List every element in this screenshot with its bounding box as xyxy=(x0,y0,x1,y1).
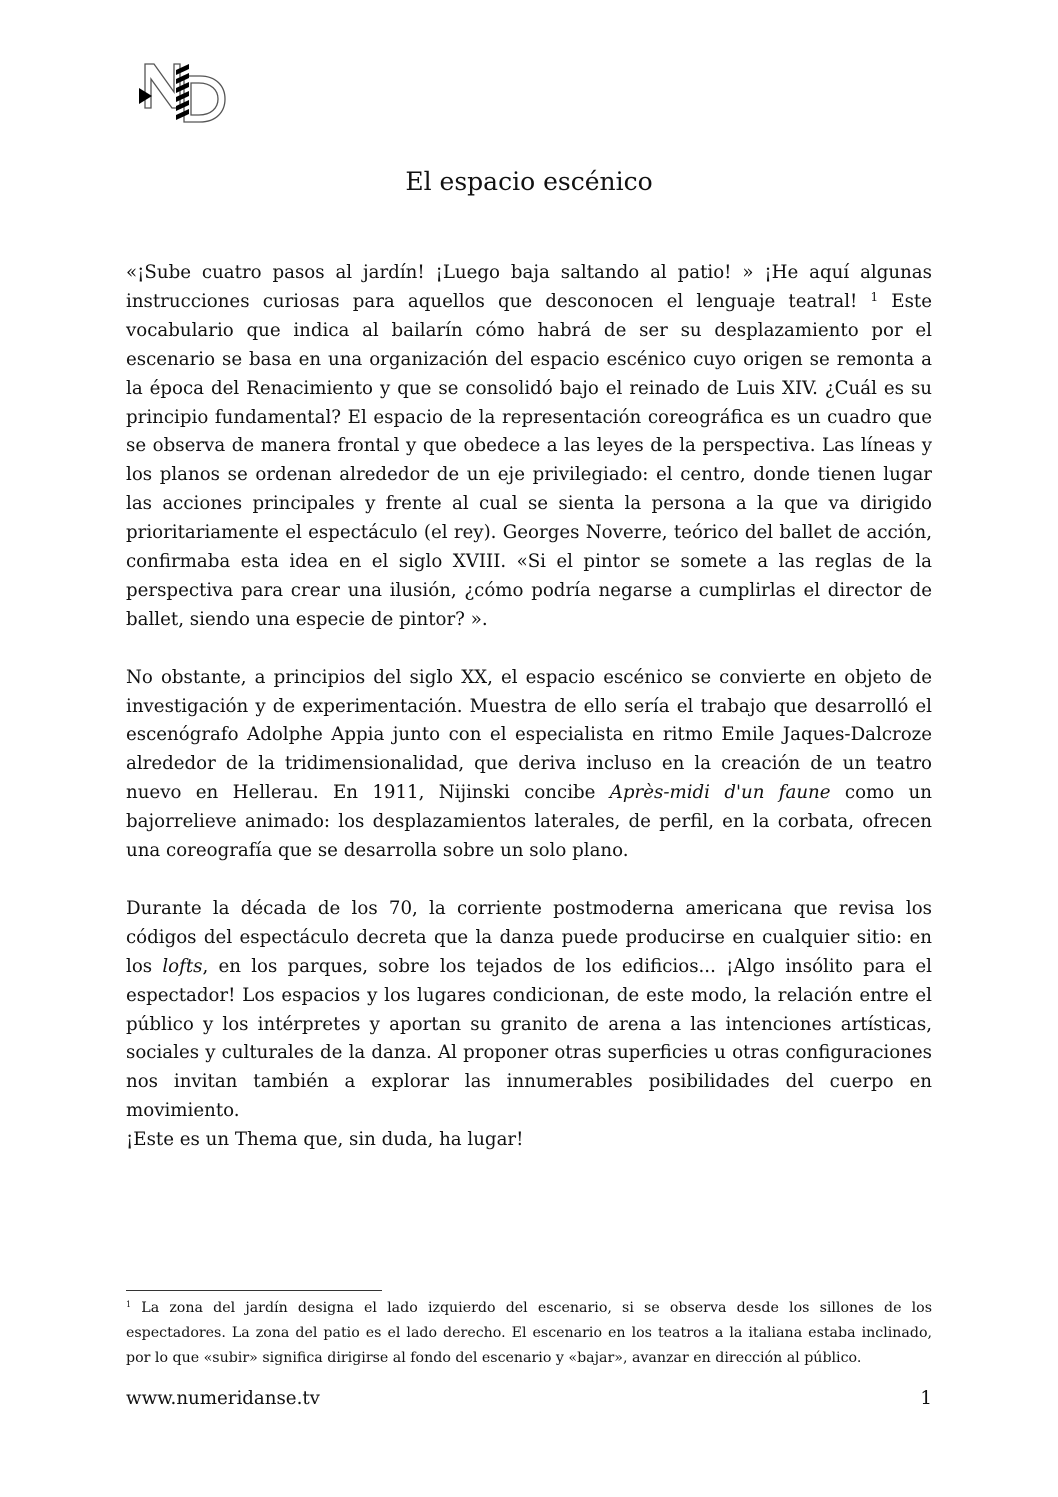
paragraph-3-text-a: Durante la década de los 70, la corriente postmoderna americana que revisa los códigos del espectáculo decreta que la danza puede producirse en cualquier sitio: en los xyxy=(126,897,932,977)
paragraph-2-text-a: No obstante, a principios del siglo XX, el espacio escénico se convierte en objeto de investigación y de experimentación. Muestra de ello sería el trabajo que desarrolló el escenógrafo Adolphe Appia junto con el especialista en ritmo Emile Jaques-Dalcroze alrededor de la tridimensionalidad, que deriva incluso en la creación de un teatro nuevo en Hellerau. En 1911, Nijinski concibe xyxy=(126,666,932,804)
footnote xyxy=(126,1296,932,1371)
footnote-marker: 1 xyxy=(126,1300,132,1309)
numeridanse-logo-icon xyxy=(136,62,228,124)
paragraph-1-text-b: Este vocabulario que indica al bailarín cómo habrá de ser su desplazamiento por el escenario se basa en una organización del espacio escénico cuyo origen se remonta a la época del Renacimiento y que se consolidó bajo el reinado de Luis XIV. ¿Cuál es su principio fundamental? El espacio de la representación coreográfica es un cuadro que se observa de manera frontal y que obedece a las leyes de la perspectiva. Las líneas y los planos se ordenan alrededor de un eje privilegiado: el centro, donde tienen lugar las acciones principales y frente al cual se sienta la persona a la que va dirigido prioritariamente el espectáculo (el rey). Georges Noverre, teórico del ballet de acción, confirmaba esta idea en el siglo XVIII. «Si el pintor se somete a las reglas de la perspectiva para crear una ilusión, ¿cómo podría negarse a cumplirlas el director de ballet, siendo una especie de pintor? ». xyxy=(126,290,932,630)
page-title: El espacio escénico xyxy=(405,167,653,196)
work-title: Après-midi d'un faune xyxy=(609,782,831,804)
article-body xyxy=(126,259,932,1155)
paragraph-2-text-b: como un bajorrelieve animado: los desplazamientos laterales, de perfil, en la corbata, ofrecen una coreografía que se desarrolla sobre un solo plano. xyxy=(126,782,932,862)
paragraph-3-text-b: , en los parques, sobre los tejados de los edificios... ¡Algo insólito para el espectador! Los espacios y los lugares condicionan, de este modo, la relación entre el público y los intérpretes y aportan su granito de arena a las intenciones artísticas, sociales y culturales de la danza. Al proponer otras superficies u otras configuraciones nos invitan también a explorar las innumerables posibilidades del cuerpo en movimiento. xyxy=(126,955,932,1122)
footnote-reference[interactable]: 1 xyxy=(870,289,879,304)
italic-term: lofts xyxy=(162,955,203,977)
footnote-text: La zona del jardín designa el lado izquierdo del escenario, si se observa desde los sillones de los espectadores. La zona del patio es el lado derecho. El escenario en los teatros a la italiana estaba inclinado, por lo que «subir» significa dirigirse al fondo del escenario y «bajar», avanzar en dirección al público. xyxy=(126,1300,933,1366)
closing-line: ¡Este es un Thema que, sin duda, ha lugar! xyxy=(126,1129,524,1151)
page-number: 1 xyxy=(920,1388,932,1409)
paragraph-1-text-a: «¡Sube cuatro pasos al jardín! ¡Luego baja saltando al patio! » ¡He aquí algunas instrucciones curiosas para aquellos que desconocen el lenguaje teatral! xyxy=(126,262,932,312)
footnote-divider xyxy=(126,1290,382,1291)
paragraph-1 xyxy=(126,259,932,635)
footer-website-link[interactable]: www.numeridanse.tv xyxy=(126,1388,320,1409)
paragraph-3 xyxy=(126,895,932,1126)
paragraph-2 xyxy=(126,664,932,866)
